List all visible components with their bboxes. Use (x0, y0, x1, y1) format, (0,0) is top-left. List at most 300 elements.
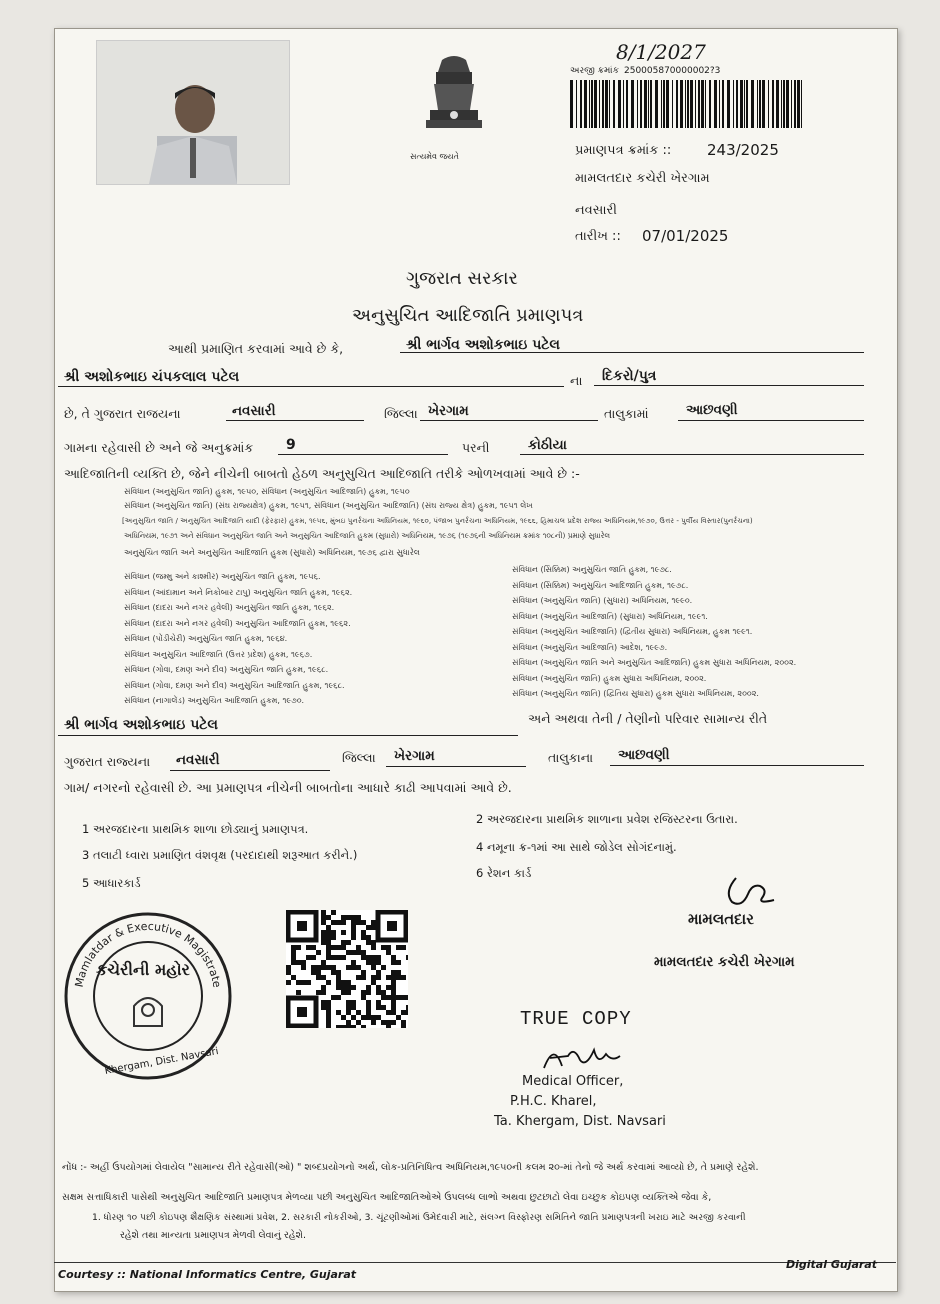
qr-module (351, 1025, 356, 1028)
qr-module (401, 1010, 406, 1015)
qr-module (286, 965, 291, 970)
doc-item: 3 તલાટી ધ્વારા પ્રમાણિત વંશવૃક્ષ (પરદાદાથી શરૂઆત કરીને.) (82, 848, 358, 862)
barcode-bar (736, 80, 738, 128)
father-underline (58, 386, 564, 387)
qr-module (351, 935, 356, 940)
family-text: અને અથવા તેની / તેણીનો પરિવાર સામાન્ય રીતે (528, 711, 768, 726)
qr-module (296, 990, 301, 995)
barcode-bar (676, 80, 678, 128)
qr-module (306, 955, 311, 960)
qr-module (391, 1005, 396, 1010)
qr-module (366, 1010, 371, 1015)
qr-module (331, 965, 336, 970)
qr-module (366, 935, 371, 940)
qr-module (381, 965, 386, 970)
qr-module (351, 925, 356, 930)
qr-module (296, 960, 301, 965)
qr-module (381, 1020, 386, 1025)
qr-module (351, 1000, 356, 1005)
qr-module (361, 1015, 366, 1020)
barcode-bar (650, 80, 652, 128)
barcode-bar (640, 80, 642, 128)
resident-text: ગામના રહેવાસી છે અને જે અનુક્રમાંક (64, 440, 254, 455)
qr-module (336, 1010, 341, 1015)
qr-module (356, 975, 361, 980)
qr-module (321, 960, 326, 965)
qr-module (351, 915, 356, 920)
qr-module (371, 945, 376, 950)
barcode-bar (570, 80, 573, 128)
qr-module (311, 955, 316, 960)
relation-underline (594, 385, 864, 386)
qr-module (336, 1025, 341, 1028)
qr-module (376, 1000, 381, 1005)
qr-module (346, 1000, 351, 1005)
qr-module (366, 940, 371, 945)
barcode-bar (602, 80, 604, 128)
barcode-bar (786, 80, 789, 128)
barcode-bar (605, 80, 608, 128)
qr-module (391, 995, 396, 1000)
certificate-no-label: પ્રમાણપત્ર ક્રમાંક :: (575, 143, 672, 158)
qr-module (351, 965, 356, 970)
qr-module (361, 955, 366, 960)
qr-module (331, 970, 336, 975)
barcode-bar (594, 80, 597, 128)
qr-module (366, 990, 371, 995)
qr-module (326, 915, 331, 920)
doc-item: 6 રેશન કાર્ડ (476, 866, 532, 880)
qr-module (341, 1015, 346, 1020)
barcode-bar (794, 80, 796, 128)
qr-module (311, 945, 316, 950)
barcode-bar (783, 80, 785, 128)
barcode-bar (698, 80, 700, 128)
note-line-3: 1. ધોરણ ૧૦ પછી કોઇપણ શૈક્ષણિક સંસ્થામાં પ્રવેશ, 2. સરકારી નોકરીઓ, 3. ચૂંટણીઓમાં ઉમેદવારી માટે, સંલગ્ન વિસ્ફોરણ સમિતિને જાતિ પ્રમાણપત્રની ખરાઇ માટે અરજી કરવાની (92, 1212, 746, 1223)
qr-module (321, 965, 326, 970)
barcode-bar (781, 80, 782, 128)
qr-module (386, 1025, 391, 1028)
barcode-bar (746, 80, 748, 128)
applicant2-underline (58, 735, 518, 736)
fine-line: સંવિધાન (અનુસુચિત જાતિ) (સંઘ રાજ્યક્ષેત્ર) હુકમ, ૧૯૫૧, સંવિધાન (અનુસુચિત આદિજાતિ) (સંઘ રાજ્ય ક્ષેત્ર) હુકમ, ૧૯૫૧ લેખ (124, 501, 533, 510)
qr-module (366, 1005, 371, 1010)
qr-module (341, 985, 346, 990)
barcode-bar (584, 80, 587, 128)
barcode-bar (626, 80, 628, 128)
barcode-bar (772, 80, 774, 128)
qr-module (331, 910, 336, 915)
taluka-label: તાલુકામાં (604, 406, 649, 421)
order-item: સંવિધાન (દાદરા અને નગર હવેલી) અનુસુચિત આદિજાતિ હુકમ, ૧૯૬૨. (124, 618, 351, 628)
qr-module (326, 925, 331, 930)
qr-module (321, 910, 326, 915)
applicant-name: શ્રી ભાર્ગવ અશોકભાઇ પટેલ (406, 337, 561, 353)
qr-module (391, 970, 396, 975)
arji-number: 250005870000002?3 (624, 66, 721, 76)
qr-module (346, 940, 351, 945)
qr-module (391, 1010, 396, 1015)
qr-module (316, 990, 321, 995)
relation: દિકરો/પુત્ર (602, 368, 657, 384)
signature-designation: મામલતદાર (688, 910, 754, 928)
qr-module (341, 945, 346, 950)
qr-module (321, 985, 326, 990)
qr-module (321, 940, 326, 945)
qr-module (296, 945, 301, 950)
qr-module (326, 940, 331, 945)
qr-module (336, 945, 341, 950)
qr-module (316, 965, 321, 970)
qr-module (351, 1005, 356, 1010)
qr-module (356, 1020, 361, 1025)
father-name: શ્રી અશોકભાઇ ચંપકલાલ પટેલ (64, 369, 240, 385)
attest-ta: Ta. Khergam, Dist. Navsari (494, 1114, 666, 1129)
qr-module (381, 945, 386, 950)
district2-value: નવસારી (176, 752, 220, 768)
qr-module (376, 975, 381, 980)
qr-module (351, 950, 356, 955)
order-item: સંવિધાન (દાદરા અને નગર હવેલી) અનુસુચિત જાતિ હુકમ, ૧૯૬૨. (124, 603, 335, 612)
qr-module (366, 925, 371, 930)
qr-module (331, 935, 336, 940)
barcode-bar (695, 80, 696, 128)
qr-module (366, 1015, 371, 1020)
qr-module (361, 1025, 366, 1028)
qr-module (371, 975, 376, 980)
qr-module (371, 960, 376, 965)
taluka-underline (420, 420, 598, 421)
order-item: સંવિધાન (જમ્મુ અને કાશ્મીર) અનુસુચિત જાતિ હુકમ, ૧૯૫૬. (124, 572, 321, 581)
footer-divider (54, 1262, 896, 1263)
tribe-value: કોઠીયા (528, 437, 567, 453)
intro-text: આથી પ્રમાણિત કરવામાં આવે છે કે, (168, 341, 344, 356)
qr-module (366, 955, 371, 960)
barcode-bar (757, 80, 758, 128)
certificate-no: 243/2025 (707, 141, 779, 159)
mamlatdar-signature (718, 868, 788, 912)
barcode-bar (768, 80, 769, 128)
qr-module (296, 980, 301, 985)
order-item: સંવિધાન (ગોવા, દમણ અને દીવ) અનુસુચિત જાતિ હુકમ, ૧૯૬૮. (124, 665, 329, 674)
qr-module (401, 975, 406, 980)
qr-module (326, 980, 331, 985)
qr-module (321, 990, 326, 995)
qr-module (361, 950, 366, 955)
barcode-bar (631, 80, 634, 128)
tribe-underline (520, 454, 864, 455)
qr-module (326, 945, 331, 950)
order-item: સંવિધાન (આંદામાન અને નિકોબાર ટાપુ) અનુસુચિત જાતિ હુકમ, ૧૯૬૨. (124, 587, 353, 597)
qr-module (311, 970, 316, 975)
footer-left: Courtesy :: National Informatics Centre, Gujarat (58, 1268, 357, 1281)
qr-module (376, 955, 381, 960)
footer-right: Digital Gujarat (786, 1258, 877, 1271)
parni-text: પરની (462, 440, 490, 455)
attest-signature (540, 1038, 624, 1074)
qr-module (326, 1000, 331, 1005)
qr-module (371, 965, 376, 970)
qr-module (326, 935, 331, 940)
order-item: સંવિધાન (ગોવા, દમણ અને દીવ) અનુસુચિત આદિજાતિ હુકમ, ૧૯૬૮. (124, 680, 345, 690)
qr-module (341, 1025, 346, 1028)
qr-module (391, 975, 396, 980)
qr-module (321, 930, 326, 935)
qr-module (381, 990, 386, 995)
qr-module (386, 945, 391, 950)
qr-module (326, 965, 331, 970)
district-underline (226, 420, 364, 421)
qr-code (286, 910, 408, 1028)
qr-module (336, 920, 341, 925)
village2-value: આછવણી (618, 747, 670, 763)
qr-module (291, 950, 296, 955)
qr-module (391, 1020, 396, 1025)
qr-module (331, 945, 336, 950)
village2-underline (610, 765, 864, 766)
qr-module (356, 1010, 361, 1015)
qr-module (396, 995, 401, 1000)
qr-module (361, 920, 366, 925)
qr-module (366, 960, 371, 965)
certificate-title: અનુસુચિત આદિજાતિ પ્રમાણપત્ર (352, 305, 584, 326)
qr-module (341, 980, 346, 985)
qr-module (396, 975, 401, 980)
barcode-bar (762, 80, 765, 128)
qr-module (346, 1010, 351, 1015)
qr-module (406, 1005, 408, 1010)
qr-module (396, 960, 401, 965)
qr-module (346, 1025, 351, 1028)
barcode-bar (661, 80, 662, 128)
qr-module (346, 980, 351, 985)
seal-ring-text: Mamlatdar & Executive Magistrate (72, 919, 224, 989)
qr-module (371, 1020, 376, 1025)
emblem-caption: સત્યમેવ જયતે (410, 152, 459, 161)
barcode-bar (687, 80, 689, 128)
qr-module (376, 1015, 381, 1020)
qr-module (391, 1000, 396, 1005)
fine-line: [અનુસુચિત જાતિ / અનુસુચિત આદિજાતિ યાદી (ફેરફાર) હુકમ, ૧૯૫૬, મુંબઇ પુનર્રચના અધિનિયમ, ૧૯૬૦, પંજાબ પુનર્રચના અધિનિયમ, ૧૯૬૬, હિમાચલ પ્રદેશ રાજ્ય અધિનિયમ,૧૯૭૦, ઉત્તર - પુર્વીય વિસ્તાર(પુનર્રચના) (122, 516, 753, 525)
qr-module (366, 985, 371, 990)
applicant-name-2: શ્રી ભાર્ગવ અશોકભાઇ પટેલ (64, 717, 219, 733)
qr-module (341, 930, 346, 935)
qr-module (286, 970, 291, 975)
qr-module (301, 960, 306, 965)
attest-phc: P.H.C. Kharel, (510, 1094, 597, 1109)
qr-module (346, 1005, 351, 1010)
order-item: સંવિધાન અનુસુચિત આદિજાતિ (ઉત્તર પ્રદેશ) હુકમ, ૧૯૬૭. (124, 649, 313, 659)
barcode-bar (797, 80, 800, 128)
barcode-bar (576, 80, 577, 128)
qr-module (311, 965, 316, 970)
qr-module (396, 945, 401, 950)
qr-module (326, 955, 331, 960)
qr-module (351, 930, 356, 935)
order-item: સંવિધાન (અનુસુચિત જાતિ અને અનુસુચિત આદિજાતિ) હુકમ સુધારા અધિનિયમ, ૨૦૦૨. (512, 658, 797, 667)
qr-module (336, 955, 341, 960)
fine-line: અનુસુચિત જાતિ અને અનુસુચિત આદિજાતિ હુકમ (સુધારો) અધિનિયમ, ૧૯૭૬ દ્વારા સુધારેલ (124, 548, 420, 557)
qr-module (341, 940, 346, 945)
qr-module (381, 1005, 386, 1010)
qr-module (391, 990, 396, 995)
qr-module (341, 920, 346, 925)
qr-module (341, 915, 346, 920)
qr-module (386, 975, 391, 980)
note-line-2: સક્ષમ સત્તાધિકારી પાસેથી અનુસુચિત આદિજાતિ પ્રમાણપત્ર મેળવ્યા પછી અનુસુચિત આદિજાતિઓએ ઉપલબ્ધ લાભો અથવા છુટછાટો લેવા ઇચ્છુક કોઇપણ વ્યક્તિએ જેવા કે, (62, 1192, 712, 1203)
qr-module (391, 980, 396, 985)
arji-label: અરજી ક્રમાંક (570, 66, 619, 76)
barcode-bar (801, 80, 802, 128)
note-line-1: નોંધ :- અહીં ઉપયોગમાં લેવાયેલ "સામાન્ય રીતે રહેવાસી(ઓ) " શબ્દપ્રયોગનો અર્થ, લોક-પ્રતિનિધિત્વ અધિનિયમ,૧૯૫૦ની કલમ ૨૦-માં તેનો જે અર્થ કરવામાં આવ્યો છે, તે પ્રમાણે રહેશે. (62, 1162, 759, 1173)
qr-module (376, 960, 381, 965)
qr-module (326, 1020, 331, 1025)
barcode-bar (618, 80, 621, 128)
barcode-bar (722, 80, 724, 128)
applicant-photo (96, 40, 290, 185)
barcode-bar (599, 80, 600, 128)
barcode-bar (709, 80, 711, 128)
qr-module (306, 945, 311, 950)
qr-module (406, 995, 408, 1000)
qr-module (346, 915, 351, 920)
qr-module (361, 975, 366, 980)
barcode-bar (637, 80, 638, 128)
doc-item: 1 અરજદારના પ્રાથમિક શાળા છોડ્યાનું પ્રમાણપત્ર. (82, 822, 309, 836)
qr-module (326, 950, 331, 955)
qr-module (321, 920, 326, 925)
order-item: સંવિધાન (અનુસુચિત આદિજાતિ) (દ્વિતીય સુધારા) અધિનિયમ, હુકમ ૧૯૯૧. (512, 627, 753, 636)
barcode-bar (705, 80, 706, 128)
qr-module (351, 1015, 356, 1020)
qr-module (406, 955, 408, 960)
date-label: તારીખ :: (575, 229, 621, 244)
qr-module (321, 915, 326, 920)
qr-module (371, 940, 376, 945)
qr-module (306, 980, 311, 985)
barcode-bar (644, 80, 647, 128)
qr-module (376, 1005, 381, 1010)
qr-module (396, 970, 401, 975)
qr-module (391, 960, 396, 965)
state-text: છે, તે ગુજરાત રાજયના (64, 406, 181, 421)
barcode-bar (591, 80, 593, 128)
qr-module (301, 965, 306, 970)
qr-module (291, 945, 296, 950)
seal-bottom-text: Khergam, Dist. Navsari (103, 1046, 220, 1077)
qr-module (321, 1000, 326, 1005)
barcode-bar (663, 80, 665, 128)
qr-module (326, 1025, 331, 1028)
qr-module (391, 955, 396, 960)
qr-module (341, 955, 346, 960)
order-item: સંવિધાન (અનુસુચિત જાતિ) હુકમ સુધારા અધિનિયમ, ૨૦૦૨. (512, 673, 707, 683)
qr-module (346, 950, 351, 955)
handwritten-date: 8/1/2027 (616, 40, 706, 64)
taluka2-label: તાલુકાના (548, 750, 594, 765)
qr-module (361, 930, 366, 935)
qr-module (341, 990, 346, 995)
recognition-text: આદિજાતિની વ્યક્તિ છે, જેને નીચેની બાબતો હેઠળ અનુસુચિત આદિજાતિ તરીકે ઓળખવામાં આવે છે :- (64, 466, 580, 481)
qr-module (366, 1000, 371, 1005)
qr-module (291, 955, 296, 960)
order-item: સંવિધાન (અનુસુચિત આદિજાતિ) (સુધારા) અધિનિયમ, ૧૯૯૧. (512, 611, 708, 621)
taluka2-value: ખેરગામ (394, 748, 435, 764)
barcode (570, 80, 806, 128)
qr-module (326, 1005, 331, 1010)
qr-module (336, 980, 341, 985)
qr-module (401, 945, 406, 950)
qr-module (351, 960, 356, 965)
national-emblem-icon (412, 52, 496, 152)
doc-item: 5 આધારકાર્ડ (82, 876, 141, 890)
barcode-bar (727, 80, 730, 128)
qr-module (396, 1015, 401, 1020)
qr-module (336, 975, 341, 980)
qr-module (326, 1010, 331, 1015)
barcode-bar (714, 80, 717, 128)
barcode-bar (655, 80, 658, 128)
qr-module (291, 960, 296, 965)
header-office: મામલતદાર કચેરી ખેરગામ (575, 171, 710, 186)
qr-module (336, 970, 341, 975)
qr-module (326, 930, 331, 935)
qr-module (326, 1015, 331, 1020)
fine-line: અધિનિયમ, ૧૯૭૧ અને સંવિધાન અનુસુચિત જાતિ અને અનુસુચિત આદિજાતિ હુકમ (સુધારો) અધિનિયમ, ૧૯૭૬ (૧૯૭૬ની અધિનિયમ ક્રમાંક ૧૦૮ની) પ્રમાણે સુધારેલ (124, 531, 610, 540)
barcode-bar (791, 80, 792, 128)
qr-module (356, 920, 361, 925)
qr-module (361, 935, 366, 940)
qr-module (361, 990, 366, 995)
barcode-bar (685, 80, 686, 128)
qr-module (401, 995, 406, 1000)
qr-module (371, 980, 376, 985)
qr-module (406, 1010, 408, 1015)
barcode-bar (623, 80, 624, 128)
taluka2-underline (386, 766, 526, 767)
order-item: સંવિધાન (અનુસુચિત જાતિ) (દ્વિતિય સુધારા) હુકમ સુધારા અધિનિયમ, ૨૦૦૨. (512, 689, 759, 698)
barcode-bar (776, 80, 779, 128)
qr-module (386, 985, 391, 990)
barcode-bar (690, 80, 693, 128)
qr-module (316, 950, 321, 955)
barcode-bar (672, 80, 673, 128)
order-item: સંવિધાન (સિક્કિમ) અનુસુચિત આદિજાતિ હુકમ, ૧૯૭૮. (512, 580, 689, 590)
barcode-bar (666, 80, 669, 128)
qr-module (331, 930, 336, 935)
qr-module (376, 990, 381, 995)
na-text: ના (570, 373, 583, 388)
qr-module (351, 920, 356, 925)
qr-module (301, 980, 306, 985)
qr-module (386, 1010, 391, 1015)
qr-module (356, 950, 361, 955)
note-line-4: રહેશે તથા માન્યતા પ્રમાણપત્ર મેળવી લેવાનું રહેશે. (120, 1230, 306, 1241)
issue-text: ગામ/ નગરનો રહેવાસી છે. આ પ્રમાણપત્ર નીચેની બાબતોના આધારે કાઢી આપવામાં આવે છે. (64, 780, 512, 795)
barcode-bar (609, 80, 610, 128)
order-item: સંવિધાન (પોંડીચેરી) અનુસુચિત જાતિ હુકમ, ૧૯૬૪. (124, 634, 288, 643)
order-item: સંવિધાન (અનુસુચિત આદિજાતિ) આદેશ, ૧૯૯૭. (512, 642, 668, 652)
qr-module (336, 995, 341, 1000)
barcode-bar (759, 80, 761, 128)
qr-module (381, 995, 386, 1000)
qr-module (386, 950, 391, 955)
barcode-bar (580, 80, 582, 128)
qr-module (356, 965, 361, 970)
barcode-bar (589, 80, 590, 128)
fine-line: સંવિધાન (અનુસુચિત જાતિ) હુકમ, ૧૯૫૦, સંવિધાન (અનુસુચિત આદિજાતિ) હુકમ, ૧૯૫૦ (124, 487, 410, 496)
qr-module (321, 975, 326, 980)
